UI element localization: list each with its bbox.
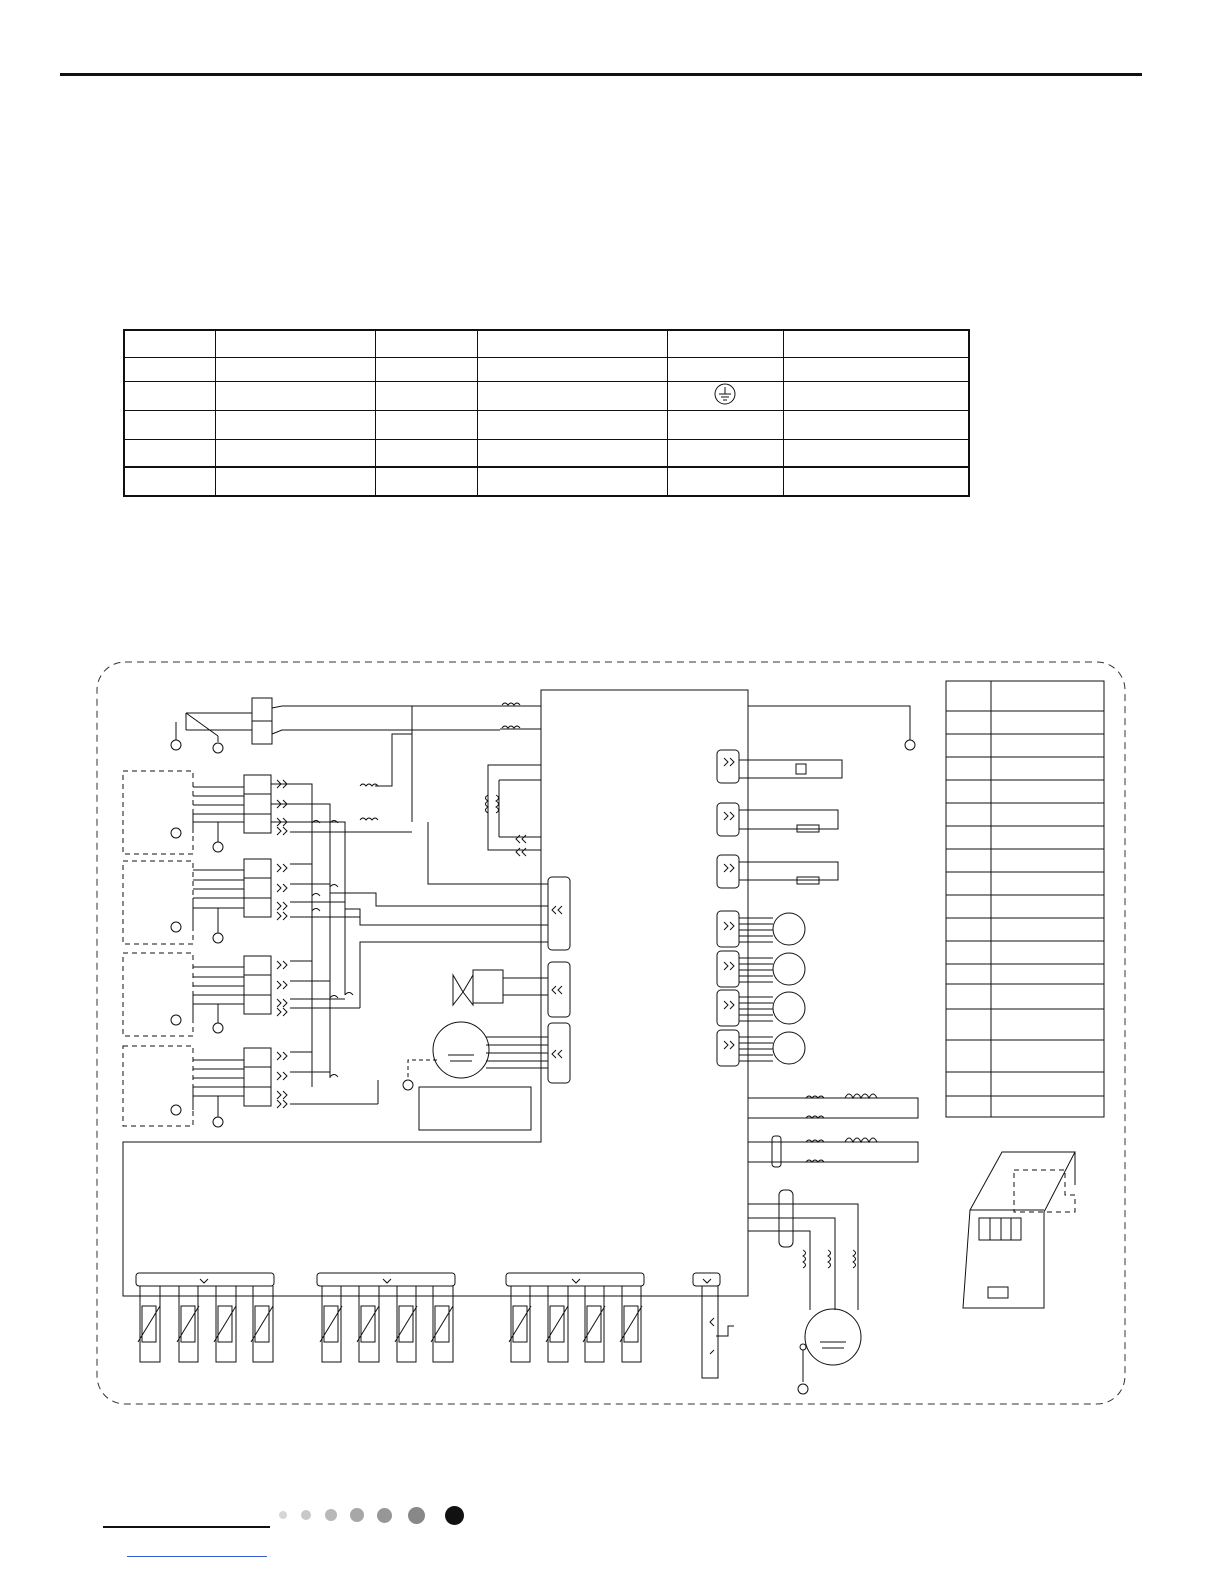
bottom-connectors [136,1273,720,1286]
page-dot [377,1508,392,1523]
page-dot [325,1509,337,1521]
comm-connector [548,877,570,950]
component-table [946,681,1104,1117]
page-dot [279,1511,287,1519]
transformer [486,765,542,856]
power-choke-2 [502,726,520,728]
terminal-block-d [193,1048,287,1108]
unit-boundary [97,662,1125,1404]
fan-motor [408,1022,570,1130]
sensor-connectors [717,750,842,888]
indoor-unit-a [123,771,193,854]
page-dot [350,1508,364,1522]
terminal-block-a [193,775,290,835]
thermistors [138,1286,642,1362]
page-dot [445,1506,464,1525]
terminal-block-c [193,956,287,1016]
indoor-unit-d [123,1046,193,1126]
heater-coils [748,1094,918,1167]
electric-box-illustration [963,1152,1075,1308]
footer-link-underline [127,1556,267,1557]
indoor-unit-b [123,861,193,944]
page-dot [301,1510,311,1520]
compressor [748,1190,861,1382]
indoor-unit-c [123,953,193,1036]
terminal-block-b [193,859,287,920]
footer-rule [103,1526,270,1528]
power-choke-1 [502,703,520,705]
stepper-motors [717,758,805,1066]
pressure-switch [702,1286,734,1378]
expansion-valve [453,962,570,1017]
main-board-outline [123,690,748,1296]
page-dot [408,1507,425,1524]
